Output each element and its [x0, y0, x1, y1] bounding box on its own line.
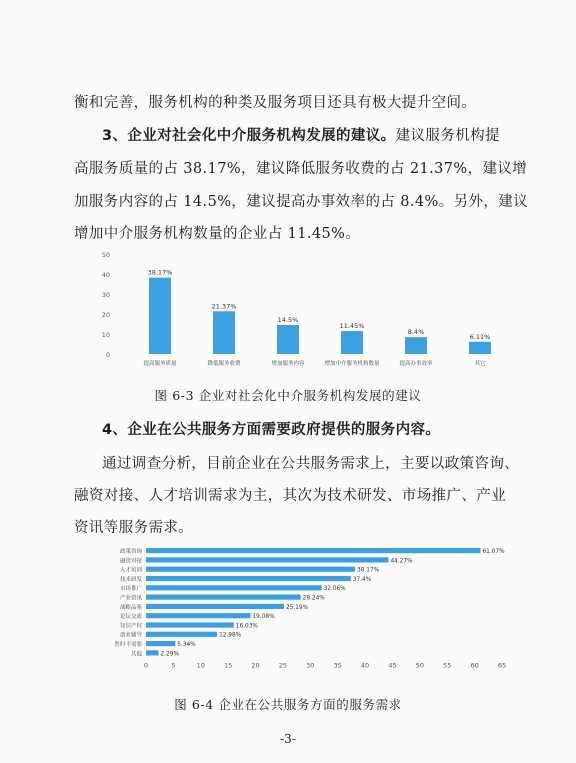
- data-label: 5.34%: [177, 642, 196, 648]
- category-label: 政策咨询: [119, 549, 142, 555]
- x-tick-label: 15: [224, 661, 233, 670]
- bar: [146, 567, 355, 572]
- bar: [146, 641, 175, 646]
- category-label: 增加服务内容: [271, 361, 305, 367]
- x-tick-label: 35: [333, 661, 342, 670]
- y-tick-label: 0: [105, 351, 110, 359]
- x-tick-label: 0: [143, 661, 149, 670]
- bar: [213, 311, 235, 354]
- category-label: 人才培训: [119, 567, 142, 574]
- category-label: 产业资讯: [119, 595, 142, 602]
- paragraph-line: 融资对接、人才培训需求为主，其次为技术研发、市场推广、产业: [74, 488, 507, 504]
- data-label: 28.24%: [302, 595, 325, 602]
- x-tick-label: 30: [306, 661, 315, 670]
- category-label: 降低服务收费: [207, 361, 241, 367]
- section-3-heading: 3、企业对社会化中介服务机构发展的建议。: [102, 128, 396, 144]
- category-label: 创业辅导: [119, 632, 142, 639]
- section-3-text: 建议服务机构提: [395, 128, 500, 144]
- category-label: 增加中介服务机构数量: [324, 361, 380, 367]
- category-label: 其他: [130, 651, 142, 658]
- page-number: -3-: [280, 732, 296, 746]
- bar: [146, 576, 351, 581]
- suggestions-bar-chart: [100, 250, 510, 380]
- paragraph-line: 增加中介服务机构数量的企业占 11.45%。: [74, 226, 361, 242]
- category-label: 其它: [474, 361, 486, 367]
- data-label: 14.5%: [277, 316, 299, 324]
- data-label: 44.27%: [390, 558, 413, 565]
- x-tick-label: 25: [278, 661, 288, 670]
- section-3-line-1: [102, 126, 500, 146]
- x-tick-label: 40: [360, 661, 370, 670]
- data-label: 37.4%: [352, 576, 372, 583]
- data-label: 32.06%: [323, 586, 346, 593]
- paragraph-line: 加服务内容的占 14.5%，建议提高办事效率的占 8.4%。另外，建议: [74, 194, 529, 210]
- bar: [146, 557, 388, 562]
- y-tick-label: 10: [101, 331, 110, 339]
- category-label: 融资对接: [119, 558, 142, 565]
- paragraph-line: 高服务质量的占 38.17%，建议降低服务收费的占 21.37%，建议增: [74, 161, 528, 177]
- data-label: 8.4%: [407, 328, 425, 337]
- x-tick-label: 60: [470, 661, 479, 670]
- bar: [146, 595, 301, 600]
- bar: [469, 342, 491, 354]
- section-4-heading: 4、企业在公共服务方面需要政府提供的服务内容。: [102, 422, 441, 438]
- x-tick-label: 65: [497, 661, 507, 670]
- x-tick-label: 55: [443, 661, 452, 670]
- bar: [146, 632, 217, 637]
- category-label: 战略品鉴: [119, 604, 142, 611]
- paragraph-line: 资讯等服务需求。: [74, 520, 194, 536]
- y-tick-label: 20: [101, 311, 110, 319]
- x-tick-label: 20: [251, 661, 260, 670]
- data-label: 6.11%: [469, 332, 491, 341]
- data-label: 61.07%: [482, 549, 505, 555]
- y-tick-label: 30: [101, 291, 110, 299]
- x-tick-label: 45: [388, 661, 397, 670]
- category-label: 市场推广: [119, 586, 142, 593]
- figure-6-4-caption: 图 6-4 企业在公共服务方面的服务需求: [174, 697, 402, 712]
- y-tick-label: 40: [101, 271, 110, 279]
- data-label: 19.08%: [252, 614, 275, 621]
- bar: [149, 278, 171, 354]
- data-label: 38.17%: [357, 567, 380, 574]
- category-label: 提高办事效率: [399, 361, 433, 367]
- paragraph-line: 通过调查分析，目前企业在公共服务需求上，主要以政策咨询、: [102, 456, 520, 472]
- bar: [146, 548, 480, 553]
- data-label: 16.03%: [235, 623, 258, 630]
- category-label: 技术研发: [119, 576, 142, 583]
- bar: [146, 585, 322, 590]
- bar: [146, 604, 284, 609]
- data-label: 11.45%: [339, 322, 365, 331]
- data-label: 12.98%: [219, 632, 242, 639]
- bar: [341, 331, 363, 354]
- data-label: 25.19%: [285, 604, 309, 611]
- category-label: 提高服务质量: [143, 361, 177, 367]
- paragraph-line: 衡和完善，服务机构的种类及服务项目还具有极大提升空间。: [74, 95, 477, 111]
- data-label: 38.17%: [147, 268, 173, 277]
- y-tick-label: 50: [101, 251, 110, 259]
- data-label: 21.37%: [211, 302, 237, 311]
- public-service-demand-bar-chart: [96, 543, 516, 671]
- figure-6-3-caption: 图 6-3 企业对社会化中介服务机构发展的建议: [154, 388, 422, 403]
- x-tick-label: 50: [415, 661, 424, 670]
- bar: [277, 325, 299, 354]
- bar: [405, 337, 427, 354]
- category-label: 论坛交流: [119, 614, 142, 621]
- category-label: 暂时不需要: [114, 642, 142, 648]
- bar: [146, 613, 250, 618]
- bar: [146, 622, 234, 627]
- bar: [146, 650, 159, 655]
- category-label: 知识产权: [119, 623, 142, 630]
- x-tick-label: 10: [196, 661, 205, 670]
- data-label: 2.29%: [160, 651, 179, 658]
- x-tick-label: 5: [171, 661, 176, 670]
